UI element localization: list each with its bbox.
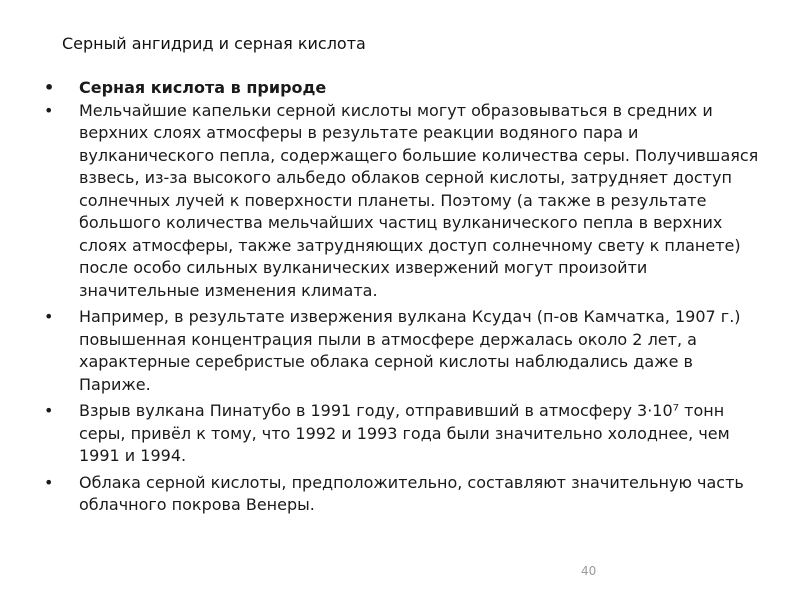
bullet-icon: • [44, 307, 54, 326]
bullet-text: Облака серной кислоты, предположительно, составляют значительную часть облачного покрова Венеры. [79, 472, 744, 514]
bullet-text: Например, в результате извержения вулкана Ксудач (п-ов Камчатка, 1907 г.) повышенная концентрация пыли в атмосфере держалась около 2 лет, а характерные серебристые облака серной кислоты наблюдались даже в Париже. [79, 307, 741, 394]
bullet-item [44, 306, 764, 396]
bullet-text: Взрыв вулкана Пинатубо в 1991 году, отправивший в атмосферу 3·10⁷ тонн серы, привёл к тому, что 1992 и 1993 года были значительно холоднее, чем 1991 и 1994. [79, 401, 730, 465]
page-number: 40 [581, 564, 597, 578]
bullet-icon: • [44, 401, 54, 420]
bullet-text: Серная кислота в природе [79, 78, 327, 97]
slide-title: Серный ангидрид и серная кислота [62, 34, 366, 53]
bullet-item [44, 77, 764, 100]
bullet-item [44, 400, 764, 468]
bullet-item [44, 100, 764, 303]
bullet-item [44, 472, 764, 517]
bullet-list [44, 77, 764, 521]
bullet-text: Мельчайшие капельки серной кислоты могут образовываться в средних и верхних слоях атмосферы в результате реакции водяного пара и вулканического пепла, содержащего большие количества серы. Получившаяся взвесь, из-за высокого альбедо облаков серной кислоты, затрудняет доступ солнечных лучей к поверхности планеты. Поэтому (а также в результате большого количества мельчайших частиц вулканического пепла в верхних слоях атмосферы, также затрудняющих доступ солнечному свету к планете) после особо сильных вулканических извержений могут произойти значительные изменения климата. [79, 100, 759, 300]
bullet-icon: • [44, 472, 54, 492]
bullet-icon: • [44, 78, 55, 97]
bullet-icon: • [44, 100, 54, 120]
